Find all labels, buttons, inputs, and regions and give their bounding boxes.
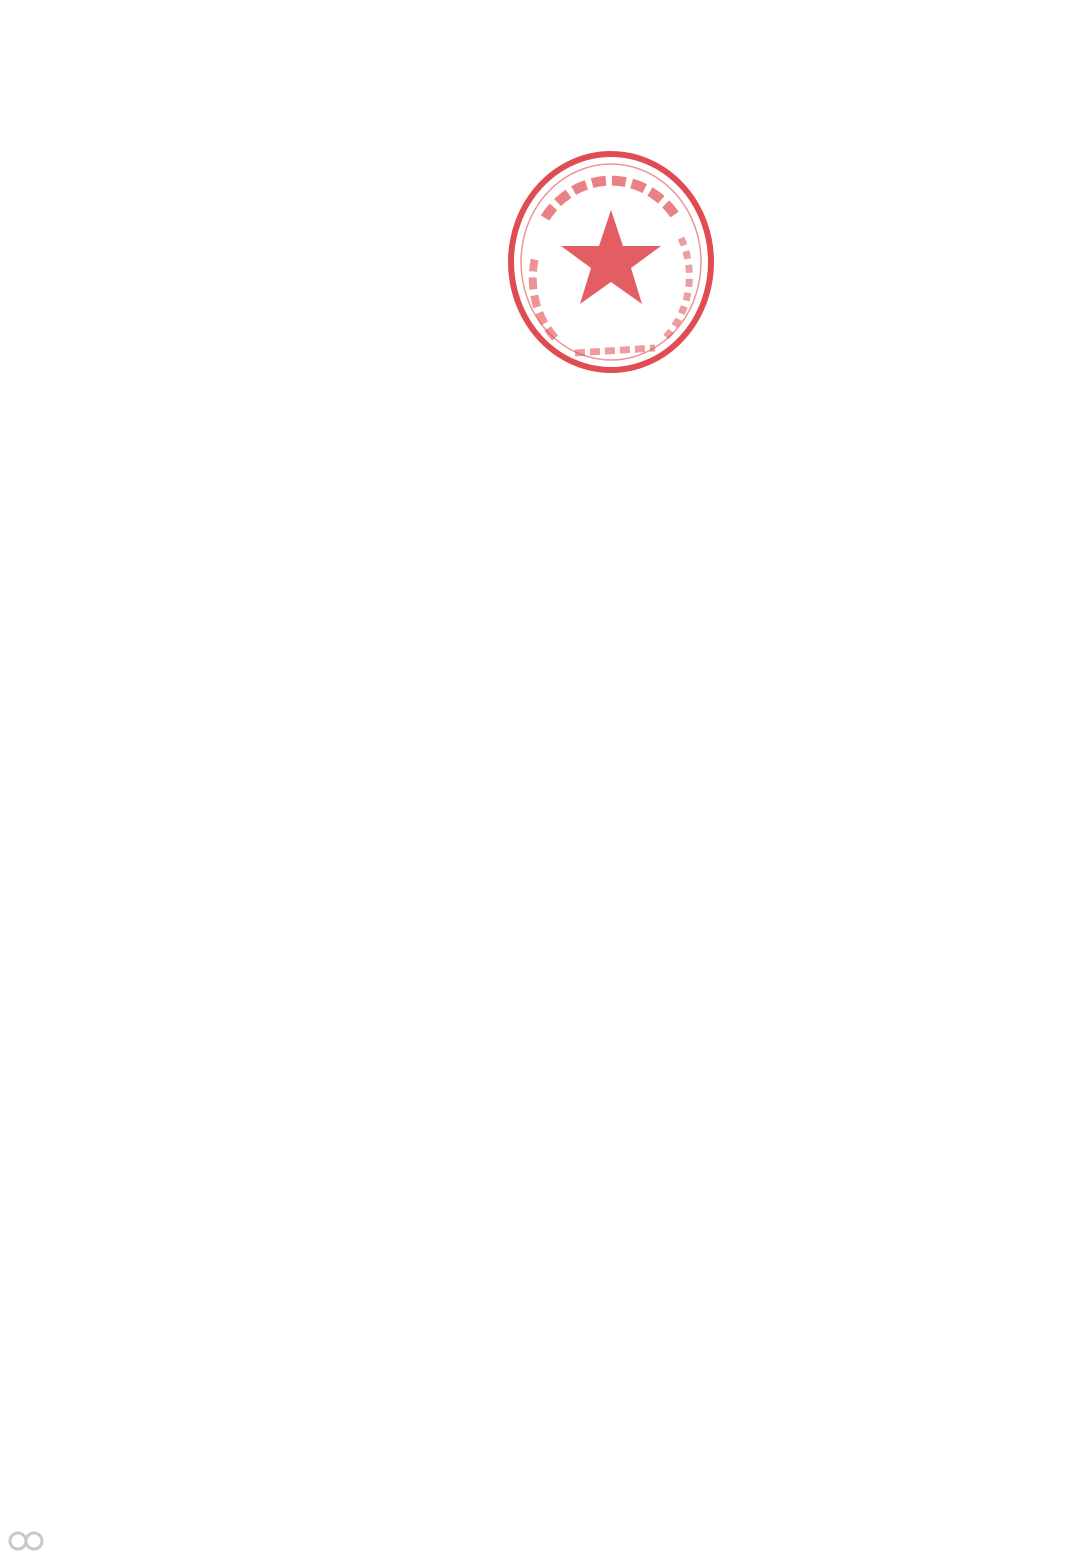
watermark bbox=[8, 1528, 52, 1554]
company-seal-stamp bbox=[505, 148, 717, 376]
brand-logo-icon bbox=[8, 1528, 46, 1554]
seal-star-icon bbox=[561, 210, 661, 304]
